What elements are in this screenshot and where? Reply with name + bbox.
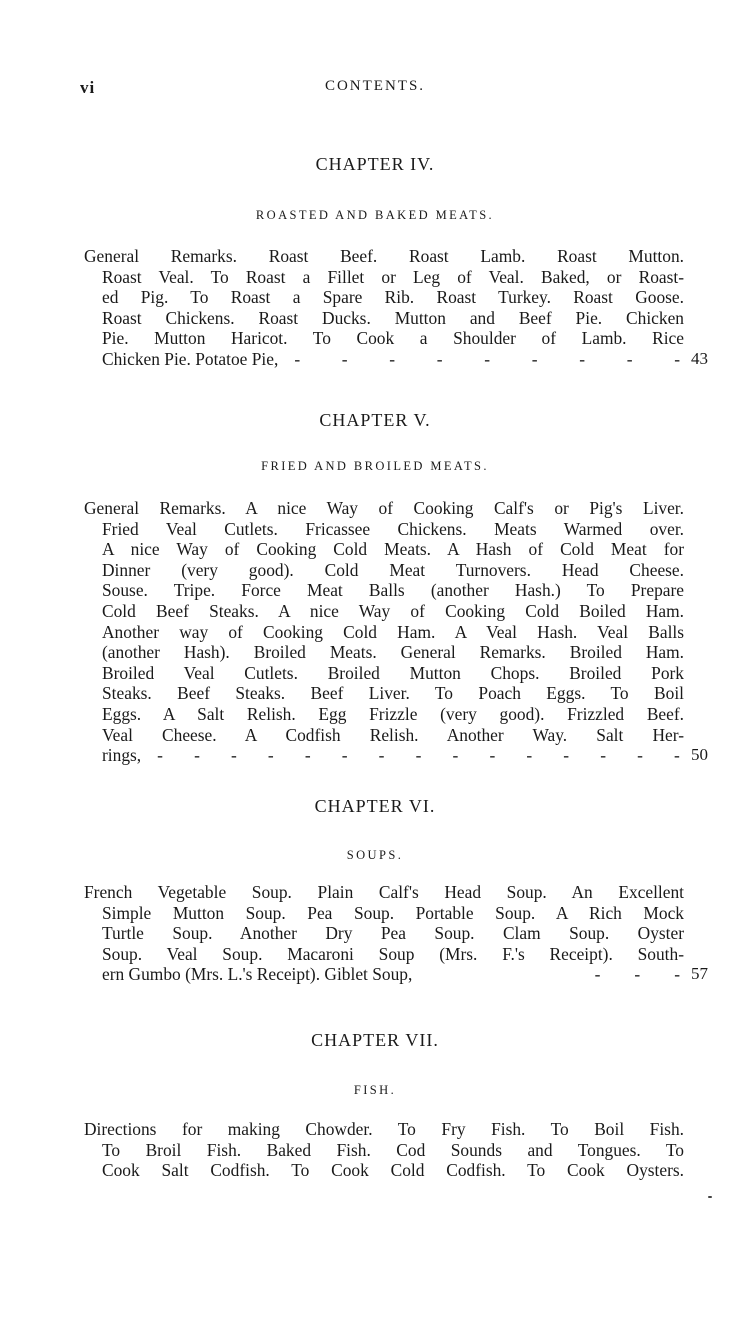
entry-line: Eggs. A Salt Relish. Egg Frizzle (very good). Frizzled Beef. — [102, 703, 684, 724]
entry-line: ed Pig. To Roast a Spare Rib. Roast Turkey. Roast Goose. — [102, 287, 684, 308]
dot-leader: - - - - - - - - - - - - - - - — [157, 745, 680, 766]
entry-line: ern Gumbo (Mrs. L.'s Receipt). Giblet Soup, — [102, 964, 413, 985]
page-number: vi — [80, 78, 96, 97]
entry-line: Cold Beef Steaks. A nice Way of Cooking Cold Boiled Ham. — [102, 600, 684, 621]
chapter-heading: CHAPTER IV. — [315, 154, 435, 174]
chapter-v-entry — [84, 498, 708, 766]
entry-last-line — [84, 745, 708, 766]
entry-line: To Broil Fish. Baked Fish. Cod Sounds and Tongues. To — [102, 1139, 684, 1160]
entry-line: Roast Chickens. Roast Ducks. Mutton and Beef Pie. Chicken — [102, 307, 684, 328]
running-head — [0, 78, 750, 100]
entry-line: Fried Veal Cutlets. Fricassee Chickens. Meats Warmed over. — [102, 518, 684, 539]
ink-speck — [708, 1196, 712, 1198]
chapter-heading: CHAPTER VII. — [311, 1030, 439, 1050]
entry-line: Cook Salt Codfish. To Cook Cold Codfish. To Cook Oysters. — [102, 1160, 684, 1181]
entry-line: Soup. Veal Soup. Macaroni Soup (Mrs. F.'s Receipt). South- — [102, 943, 684, 964]
chapter-heading: CHAPTER VI. — [314, 796, 436, 816]
entry-line: Directions for making Chowder. To Fry Fish. To Boil Fish. — [84, 1119, 684, 1139]
entry-line: Turtle Soup. Another Dry Pea Soup. Clam Soup. Oyster — [102, 923, 684, 944]
entry-last-line — [84, 348, 708, 370]
entry-line: General Remarks. Roast Beef. Roast Lamb. Roast Mutton. — [84, 246, 684, 266]
entry-line: General Remarks. A nice Way of Cooking Calf's or Pig's Liver. — [84, 498, 684, 518]
chapter-v-subtitle-wrap — [0, 456, 750, 476]
entry-line: (another Hash). Broiled Meats. General Remarks. Broiled Ham. — [102, 642, 684, 663]
entry-line: Chicken Pie. Potatoe Pie, — [102, 348, 279, 369]
entry-line: Another way of Cooking Cold Ham. A Veal Hash. Veal Balls — [102, 621, 684, 642]
entry-line: rings, — [102, 745, 142, 766]
chapter-vii-entry — [84, 1119, 684, 1181]
running-title: CONTENTS. — [324, 78, 426, 94]
entry-line: Broiled Veal Cutlets. Broiled Mutton Chops. Broiled Pork — [102, 662, 684, 683]
entry-line: Souse. Tripe. Force Meat Balls (another Hash.) To Prepare — [102, 580, 684, 601]
entry-line: Pie. Mutton Haricot. To Cook a Shoulder of Lamb. Rice — [102, 328, 684, 349]
dot-leader: - - - - - - - - - — [294, 348, 680, 369]
entry-line: Dinner (very good). Cold Meat Turnovers. Head Cheese. — [102, 559, 684, 580]
chapter-v-header — [0, 408, 750, 432]
entry-line: French Vegetable Soup. Plain Calf's Head Soup. An Excellent — [84, 882, 684, 902]
entry-line: Simple Mutton Soup. Pea Soup. Portable Soup. A Rich Mock — [102, 902, 684, 923]
entry-last-line — [84, 964, 708, 985]
chapter-iv-entry — [84, 246, 708, 370]
entry-line: Roast Veal. To Roast a Fillet or Leg of Veal. Baked, or Roast- — [102, 266, 684, 287]
entry-line: A nice Way of Cooking Cold Meats. A Hash of Cold Meat for — [102, 539, 684, 560]
page-reference: 43 — [691, 348, 708, 368]
page-reference: 50 — [691, 745, 708, 765]
entry-line: Steaks. Beef Steaks. Beef Liver. To Poach Eggs. To Boil — [102, 683, 684, 704]
chapter-subtitle: SOUPS. — [346, 848, 404, 862]
chapter-subtitle: FISH. — [353, 1083, 397, 1097]
entry-line: Veal Cheese. A Codfish Relish. Another Way. Salt Her- — [102, 724, 684, 745]
chapter-subtitle: FRIED AND BROILED MEATS. — [261, 459, 489, 473]
dot-leader: - - - — [594, 964, 680, 985]
chapter-subtitle: ROASTED AND BAKED MEATS. — [255, 208, 495, 222]
chapter-vi-entry — [84, 882, 708, 985]
chapter-iv-subtitle-wrap — [0, 205, 750, 225]
chapter-iv-header — [0, 152, 750, 176]
chapter-vii-header — [0, 1028, 750, 1052]
chapter-heading: CHAPTER V. — [319, 410, 431, 430]
chapter-vii-subtitle-wrap — [0, 1080, 750, 1100]
page-reference: 57 — [691, 964, 708, 984]
chapter-vi-subtitle-wrap — [0, 845, 750, 865]
chapter-vi-header — [0, 794, 750, 818]
